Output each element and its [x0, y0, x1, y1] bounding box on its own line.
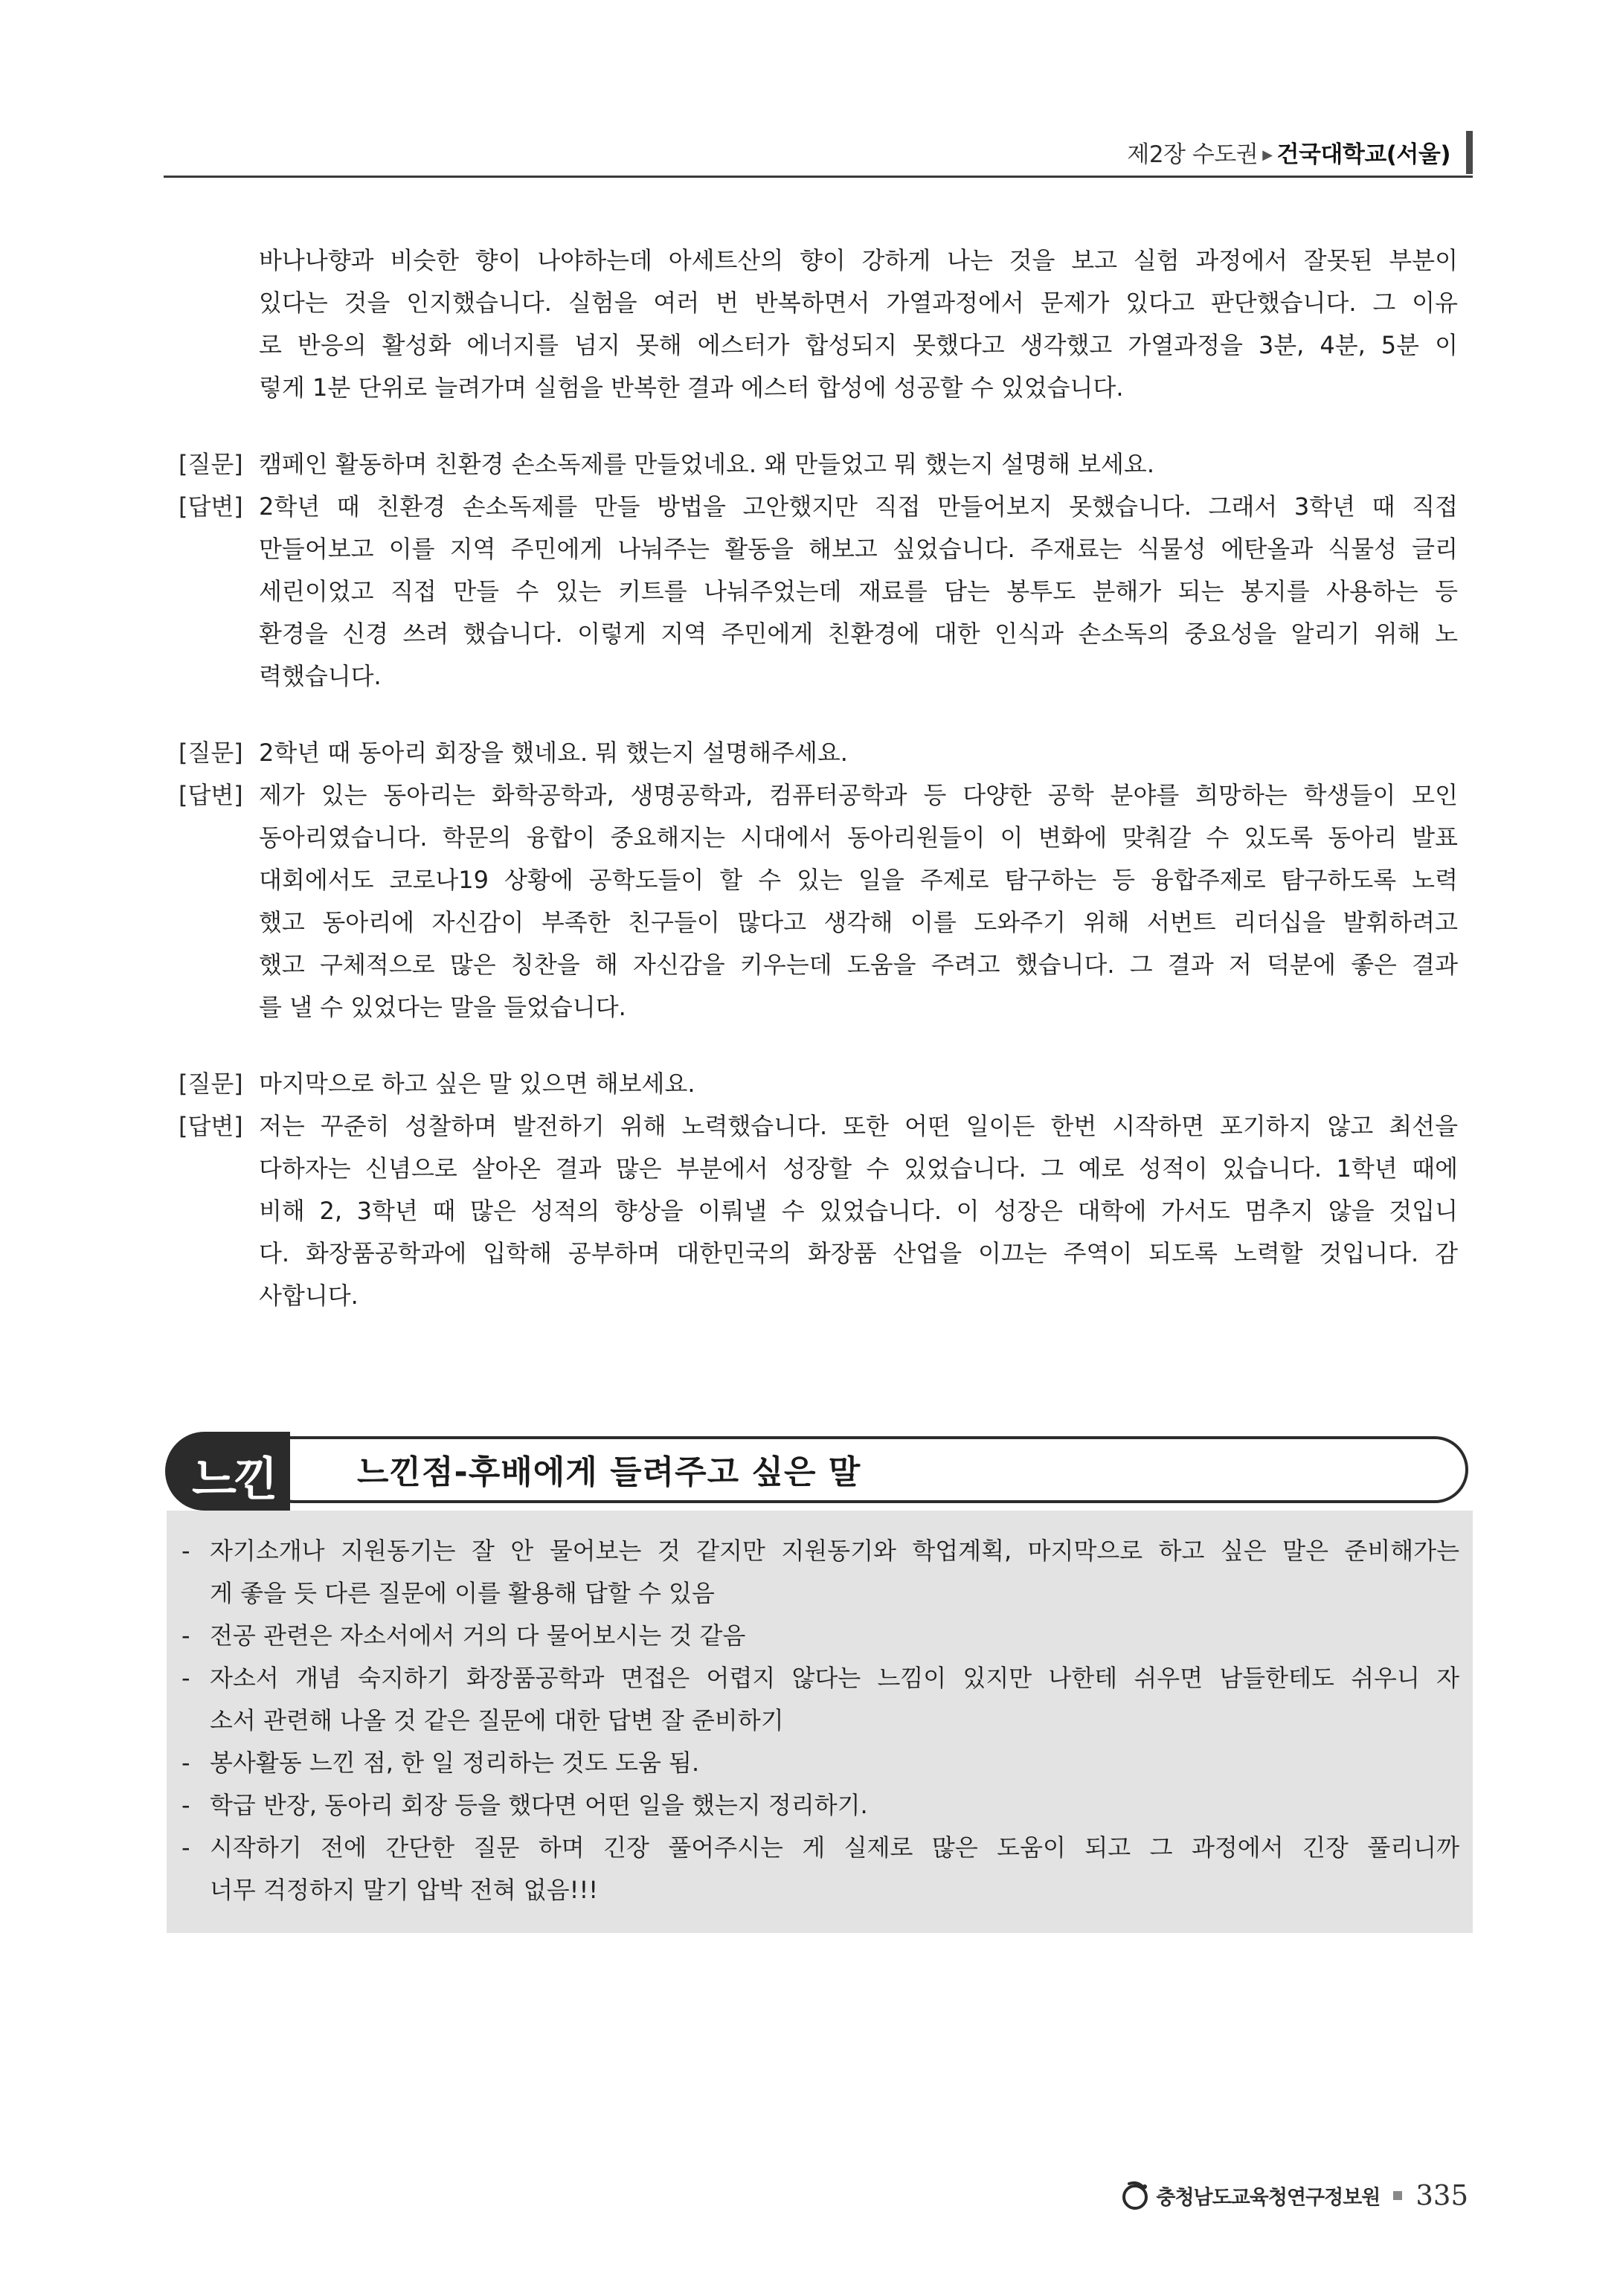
page-footer [1119, 2179, 1468, 2216]
tip-item [167, 1530, 1473, 1572]
tip-item-continued [167, 1700, 1473, 1742]
tip-item-continued [167, 1869, 1473, 1911]
qa-block-2 [0, 732, 1623, 1029]
answer-line: 만들어보고 이를 지역 주민에게 나눠주는 활동을 해보고 싶었습니다. 주재료는 식물성 에탄올과 식물성 글리 [259, 535, 1458, 563]
tip-text: 봉사활동 느낀 점, 한 일 정리하는 것도 도움 됨. [210, 1749, 700, 1777]
answer-row [0, 1148, 1623, 1190]
bullet-dash: - [181, 1749, 190, 1777]
tip-text: 전공 관련은 자소서에서 거의 다 물어보시는 것 같음 [210, 1621, 746, 1650]
qa-block-1 [0, 443, 1623, 698]
answer-line: 환경을 신경 쓰려 했습니다. 이렇게 지역 주민에게 친환경에 대한 인식과 손소독의 중요성을 알리기 위해 노 [259, 620, 1458, 648]
paragraph-line: 로 반응의 활성화 에너지를 넘지 못해 에스터가 합성되지 못했다고 생각했고 가열과정을 3분, 4분, 5분 이 [259, 331, 1458, 359]
tip-item [167, 1827, 1473, 1869]
question-row [0, 443, 1623, 486]
answer-line: 제가 있는 동아리는 화학공학과, 생명공학과, 컴퓨터공학과 등 다양한 공학 분야를 희망하는 학생들이 모인 [259, 781, 1458, 809]
question-text: 캠페인 활동하며 친환경 손소독제를 만들었네요. 왜 만들었고 뭐 했는지 설명해 보세요. [259, 450, 1154, 478]
answer-line: 를 낼 수 있었다는 말을 들었습니다. [259, 993, 626, 1021]
answer-row [0, 1275, 1623, 1317]
question-row [0, 1063, 1623, 1105]
answer-row [0, 817, 1623, 859]
tip-text: 소서 관련해 나올 것 같은 질문에 대한 답변 잘 준비하기 [210, 1706, 784, 1734]
bullet-dash: - [181, 1621, 190, 1650]
answer-tag: [답변] [179, 781, 243, 809]
answer-row [0, 774, 1623, 817]
answer-line: 다. 화장품공학과에 입학해 공부하며 대한민국의 화장품 산업을 이끄는 주역이 되도록 노력할 것입니다. 감 [259, 1239, 1458, 1267]
tip-item [167, 1784, 1473, 1827]
answer-line: 사합니다. [259, 1282, 359, 1310]
running-header [164, 125, 1473, 178]
tip-text: 학급 반장, 동아리 회장 등을 했다면 어떤 일을 했는지 정리하기. [210, 1791, 868, 1819]
answer-tag: [답변] [179, 1112, 243, 1140]
answer-row [0, 1190, 1623, 1232]
answer-row [0, 986, 1623, 1029]
answer-line: 다하자는 신념으로 살아온 결과 많은 부분에서 성장할 수 있었습니다. 그 예로 성적이 있습니다. 1학년 때에 [259, 1154, 1458, 1183]
answer-row [0, 901, 1623, 944]
question-tag: [질문] [179, 1070, 243, 1098]
section-badge-text: 느낀 [192, 1452, 275, 1506]
answer-line: 동아리였습니다. 학문의 융합이 중요해지는 시대에서 동아리원들이 이 변화에 맞춰갈 수 있도록 동아리 발표 [259, 823, 1458, 852]
answer-line: 했고 동아리에 자신감이 부족한 친구들이 많다고 생각해 이를 도와주기 위해 서번트 리더십을 발휘하려고 [259, 908, 1458, 936]
answer-row [0, 655, 1623, 698]
bullet-dash: - [181, 1537, 190, 1565]
org-name: 충청남도교육청연구정보원 [1156, 2186, 1381, 2210]
answer-line: 저는 꾸준히 성찰하며 발전하기 위해 노력했습니다. 또한 어떤 일이든 한번 시작하면 포기하지 않고 최선을 [259, 1112, 1459, 1140]
section-badge [165, 1432, 290, 1511]
tip-text: 게 좋을 듯 다른 질문에 이를 활용해 답할 수 있음 [210, 1579, 715, 1607]
paragraph-line: 바나나향과 비슷한 향이 나야하는데 아세트산의 향이 강하게 나는 것을 보고 실험 과정에서 잘못된 부분이 [259, 246, 1459, 274]
answer-row [0, 1105, 1623, 1148]
answer-row [0, 528, 1623, 570]
answer-row [0, 486, 1623, 528]
paragraph-line: 있다는 것을 인지했습니다. 실험을 여러 번 반복하면서 가열과정에서 문제가 있다고 판단했습니다. 그 이유 [259, 289, 1458, 317]
question-tag: [질문] [179, 739, 243, 767]
tip-text: 시작하기 전에 간단한 질문 하며 긴장 풀어주시는 게 실제로 많은 도움이 되고 그 과정에서 긴장 풀리니까 [210, 1833, 1459, 1862]
question-tag: [질문] [179, 450, 243, 478]
tip-text: 자소서 개념 숙지하기 화장품공학과 면접은 어렵지 않다는 느낌이 있지만 나한테 쉬우면 남들한테도 쉬우니 자 [210, 1664, 1459, 1692]
tip-item-continued [167, 1572, 1473, 1615]
section-heading [165, 1432, 1474, 1511]
header-bar-decoration [1466, 131, 1473, 174]
answer-row [0, 570, 1623, 613]
answer-row [0, 859, 1623, 901]
question-text: 2학년 때 동아리 회장을 했네요. 뭐 했는지 설명해주세요. [259, 739, 848, 767]
continuation-paragraph [259, 239, 1458, 409]
question-row [0, 732, 1623, 774]
org-logo-icon [1119, 2179, 1151, 2212]
answer-line: 세린이었고 직접 만들 수 있는 키트를 나눠주었는데 재료를 담는 봉투도 분해가 되는 봉지를 사용하는 등 [259, 577, 1458, 605]
footer-separator [1393, 2191, 1402, 2200]
tip-item [167, 1742, 1473, 1784]
paragraph-line: 렇게 1분 단위로 늘려가며 실험을 반복한 결과 에스터 합성에 성공할 수 있었습니다. [259, 373, 1124, 402]
answer-row [0, 613, 1623, 655]
qa-block-3 [0, 1063, 1623, 1317]
tips-box [167, 1511, 1473, 1933]
answer-row [0, 1232, 1623, 1275]
question-text: 마지막으로 하고 싶은 말 있으면 해보세요. [259, 1070, 695, 1098]
triangle-right-icon: ▶ [1262, 147, 1273, 163]
school-name: 건국대학교(서울) [1276, 141, 1450, 168]
tip-text: 너무 걱정하지 말기 압박 전혀 없음!!! [210, 1876, 599, 1904]
bullet-dash: - [181, 1833, 190, 1862]
tip-item [167, 1657, 1473, 1700]
answer-line: 했고 구체적으로 많은 칭찬을 해 자신감을 키우는데 도움을 주려고 했습니다. 그 결과 저 덕분에 좋은 결과 [259, 951, 1458, 979]
bullet-dash: - [181, 1791, 190, 1819]
bullet-dash: - [181, 1664, 190, 1692]
page-number: 335 [1415, 2179, 1468, 2212]
answer-row [0, 944, 1623, 986]
answer-tag: [답변] [179, 492, 243, 521]
answer-line: 대회에서도 코로나19 상황에 공학도들이 할 수 있는 일을 주제로 탐구하는 등 융합주제로 탐구하도록 노력 [259, 866, 1458, 894]
chapter-label: 제2장 수도권 [1127, 141, 1259, 168]
answer-line: 2학년 때 친환경 손소독제를 만들 방법을 고안했지만 직접 만들어보지 못했습니다. 그래서 3학년 때 직접 [259, 492, 1458, 521]
section-title: 느낀점-후배에게 들려주고 싶은 말 [357, 1453, 861, 1491]
answer-line: 비해 2, 3학년 때 많은 성적의 향상을 이뤄낼 수 있었습니다. 이 성장은 대학에 가서도 멈추지 않을 것입니 [259, 1197, 1458, 1225]
tip-item [167, 1615, 1473, 1657]
answer-line: 력했습니다. [259, 662, 382, 690]
tip-text: 자기소개나 지원동기는 잘 안 물어보는 것 같지만 지원동기와 학업계획, 마지막으로 하고 싶은 말은 준비해가는 [210, 1537, 1459, 1565]
running-header-text [1127, 135, 1450, 169]
